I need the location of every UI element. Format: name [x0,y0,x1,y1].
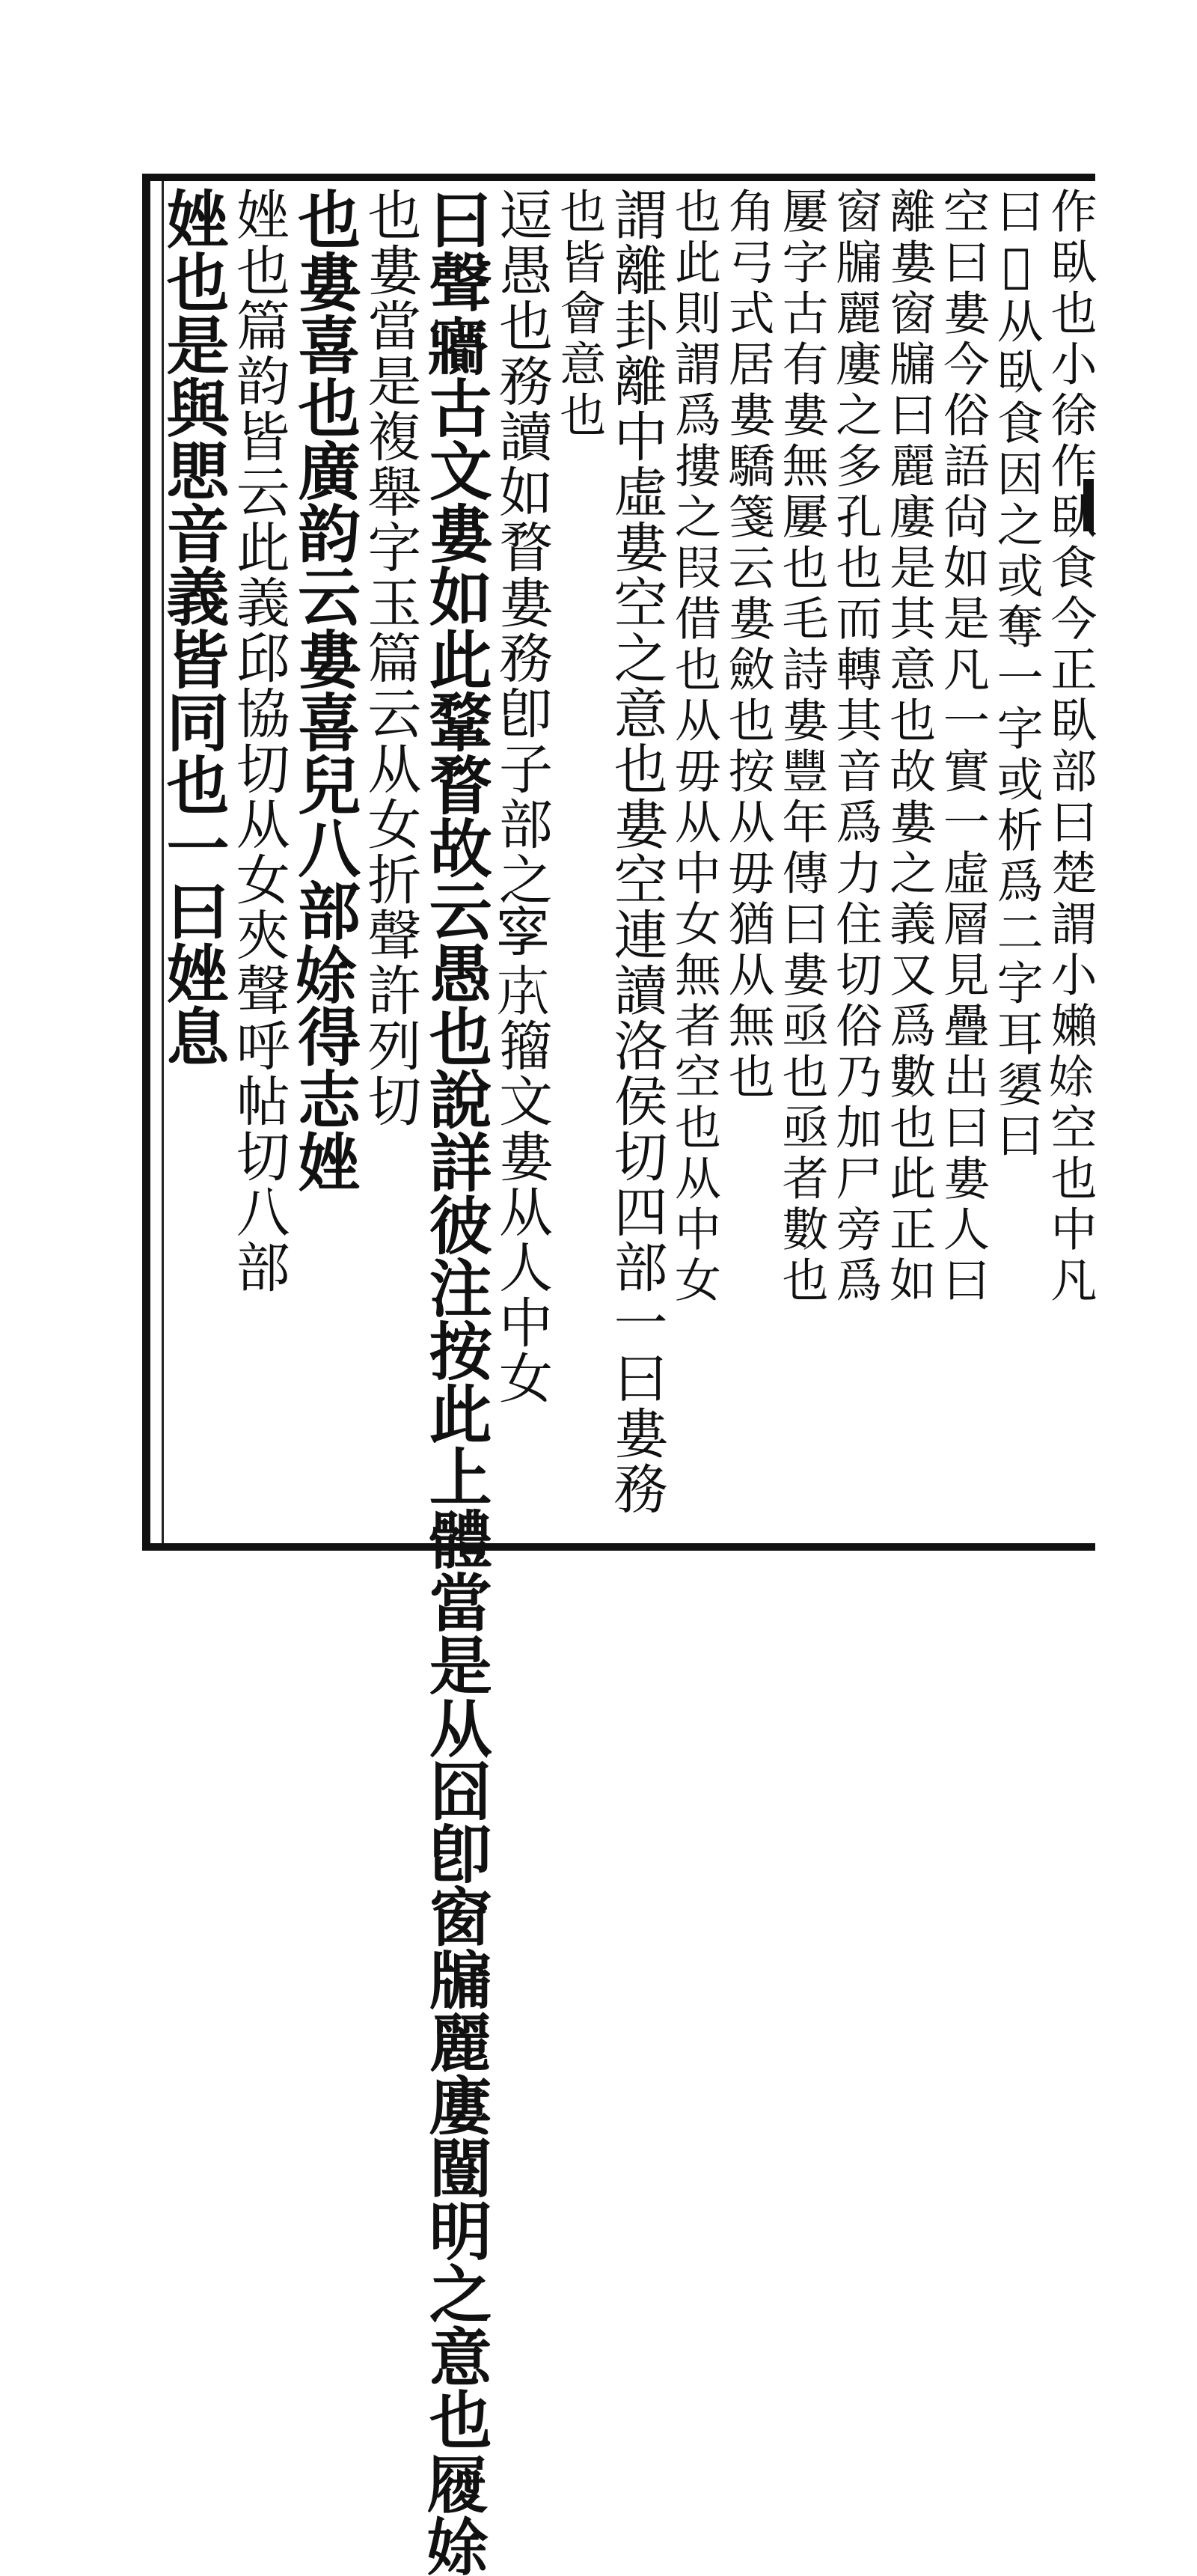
text-column: 㛗也是與愳音義皆同也一曰㛗息 [156,187,230,1067]
text-column: 也皆會意也 [551,187,607,442]
text-column: 屢字古有婁無屢也毛詩婁豐年傳曰婁亟也亟者數也 [774,187,829,1307]
text-column: 也婁當是複舉字玉篇云从女折聲許列切 [358,187,422,1129]
text-column: 窗牖麗廔之多孔也而轉其音爲力住切俗乃加尸旁爲 [827,187,883,1307]
text-column: 曰聲𡬙古文婁如此鞪瞀故云愚也說詳彼注按此上體當是从囧卽窗牖麗廔闓明之意也𡳐𡝐 [419,187,494,2576]
text-column: 也婁喜也廣韵云婁喜兒八部𡝐得志㛗 [287,187,362,1193]
text-column: 謂離卦離中虛婁空之意也婁空連讀洛侯切四部一曰婁務 [604,187,668,1516]
text-columns [156,187,1097,2576]
text-column: 作臥也小徐作臥食今正臥部曰楚謂小嬾𡝐空也中凡 [1042,187,1097,1307]
text-column: 㛗也篇韵皆云此義邱協切从女夾聲呼帖切八部 [227,187,290,1295]
text-column: 曰𥩟从臥食因之或奪一字或析爲二字耳嬃曰 [989,187,1044,1162]
text-column: 離婁窗牖曰麗廔是其意也故婁之義又爲數也此正如 [881,187,937,1307]
text-column: 逗愚也務讀如瞀婁務卽子部之𡥜𡥇籀文婁从人中女 [489,187,553,1405]
text-column: 角弓式居婁驕箋云婁斂也按从毋猶从無也 [720,187,776,1103]
text-column: 空曰婁今俗語尙如是凡一實一虛層見疊出曰婁人曰 [935,187,991,1307]
text-column: 也此則謂爲摟之叚借也从毋从中女無者空也从中女 [667,187,722,1307]
